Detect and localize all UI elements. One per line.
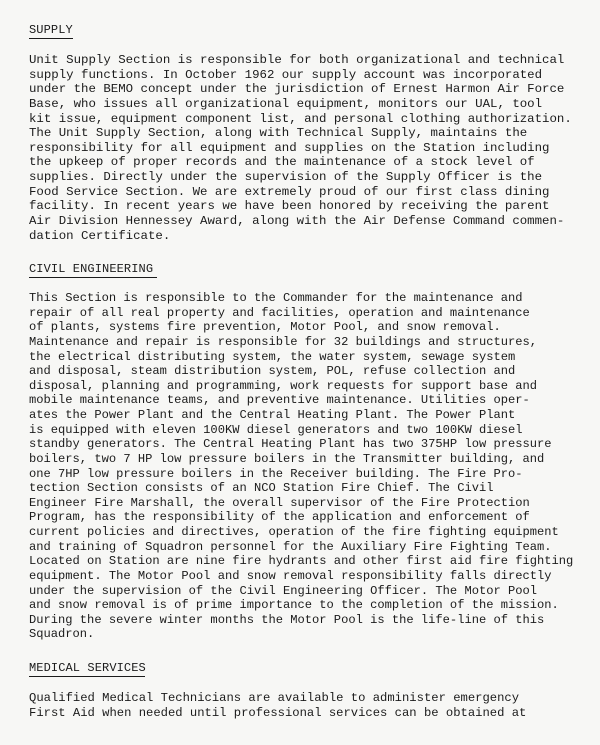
- section-heading-text: MEDICAL SERVICES: [29, 661, 146, 675]
- text-line: Maintenance and repair is responsible for 32 buildings and structures,: [29, 334, 538, 349]
- text-line: ates the Power Plant and the Central Heating Plant. The Power Plant: [29, 408, 516, 422]
- heading-underline: [29, 676, 145, 677]
- text-line: and snow removal is of prime importance to the completion of the mission.: [29, 598, 559, 613]
- text-line: standby generators. The Central Heating Plant has two 375HP low pressure: [29, 437, 552, 452]
- text-line: of plants, systems fire prevention, Motor Pool, and snow removal.: [29, 320, 501, 335]
- text-line: equipment. The Motor Pool and snow removal responsibility falls directly: [29, 568, 552, 583]
- text-line: This Section is responsible to the Commander for the maintenance and: [29, 291, 523, 305]
- text-line: Squadron.: [29, 627, 95, 642]
- heading-underline: [29, 38, 73, 39]
- text-line: under the BEMO concept under the jurisdiction of Ernest Harmon Air Force: [29, 82, 565, 97]
- text-line: facility. In recent years we have been honored by receiving the parent: [29, 199, 550, 214]
- text-line: Located on Station are nine fire hydrants and other first aid fire fighting: [29, 554, 574, 569]
- paragraph-medical-services: [29, 691, 526, 720]
- text-line: The Unit Supply Section, along with Technical Supply, maintains the: [29, 126, 528, 141]
- text-line: is equipped with eleven 100KW diesel generators and two 100KW diesel: [29, 422, 523, 437]
- text-line: mobile maintenance teams, and preventive maintenance. Utilities oper-: [29, 393, 530, 408]
- section-heading-medical-services: [29, 661, 146, 675]
- paragraph-civil-engineering: [29, 291, 573, 642]
- text-line: supply functions. In October 1962 our supply account was incorporated: [29, 67, 543, 82]
- text-line: repair of all real property and facilities, operation and maintenance: [29, 305, 530, 320]
- text-line: Base, who issues all organizational equipment, monitors our UAL, tool: [29, 96, 543, 111]
- text-line: supplies. Directly under the supervision of the Supply Officer is the: [29, 170, 543, 184]
- text-line: Engineer Fire Marshall, the overall supervisor of the Fire Protection: [29, 495, 530, 510]
- text-line: one 7HP low pressure boilers in the Receiver building. The Fire Pro-: [29, 466, 523, 481]
- text-line: tection Section consists of an NCO Station Fire Chief. The Civil: [29, 481, 494, 496]
- text-line: disposal, planning and programming, work requests for support base and: [29, 378, 538, 393]
- text-line: the electrical distributing system, the water system, sewage system: [29, 349, 516, 364]
- text-line: Food Service Section. We are extremely proud of our first class dining: [29, 184, 550, 199]
- text-line: Unit Supply Section is responsible for both organizational and technical: [29, 53, 565, 67]
- section-heading-supply: [29, 23, 73, 37]
- section-heading-civil-engineering: [29, 262, 153, 276]
- text-line: During the severe winter months the Motor Pool is the life-line of this: [29, 612, 545, 627]
- text-line: Air Division Hennessey Award, along with the Air Defense Command commen-: [29, 213, 565, 228]
- text-line: the upkeep of proper records and the maintenance of a stock level of: [29, 155, 535, 170]
- text-line: Qualified Medical Technicians are available to administer emergency: [29, 691, 520, 705]
- text-line: responsibility for all equipment and supplies on the Station including: [29, 140, 550, 155]
- text-line: current policies and directives, operation of the fire fighting equipment: [29, 525, 559, 539]
- section-heading-text: SUPPLY: [29, 23, 73, 37]
- paragraph-supply: [29, 53, 572, 243]
- text-line: Program, has the responsibility of the application and enforcement of: [29, 510, 530, 525]
- text-line: and training of Squadron personnel for the Auxiliary Fire Fighting Team.: [29, 539, 552, 554]
- text-line: dation Certificate.: [29, 228, 171, 243]
- text-line: First Aid when needed until professional services can be obtained at: [29, 705, 527, 720]
- heading-underline: [29, 277, 157, 278]
- text-line: boilers, two 7 HP low pressure boilers in the Transmitter building, and: [29, 451, 545, 466]
- section-heading-text: CIVIL ENGINEERING: [29, 262, 154, 276]
- text-line: and disposal, steam distribution system, POL, refuse collection and: [29, 364, 516, 379]
- text-line: under the supervision of the Civil Engineering Officer. The Motor Pool: [29, 583, 538, 598]
- text-line: kit issue, equipment component list, and personal clothing authorization.: [29, 111, 572, 126]
